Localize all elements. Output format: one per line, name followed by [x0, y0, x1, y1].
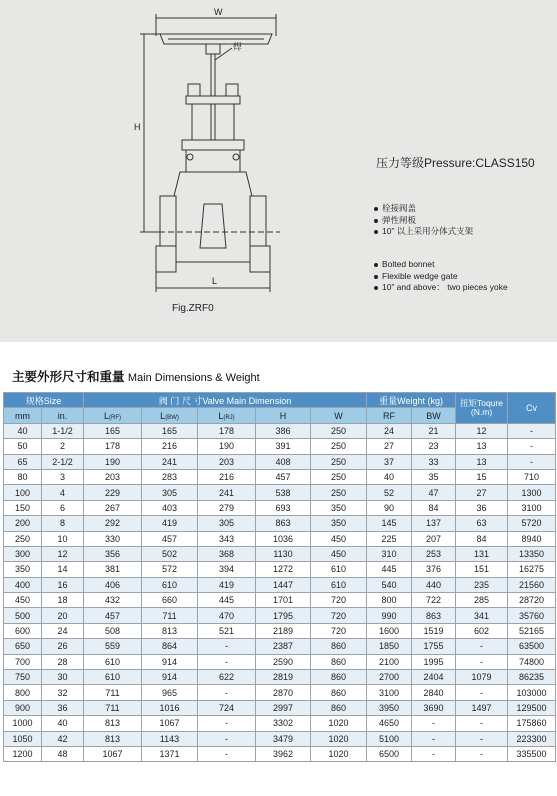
- table-cell: 722: [412, 593, 456, 608]
- table-cell: 145: [367, 516, 412, 531]
- table-cell: 710: [508, 469, 556, 484]
- table-cell: 2590: [256, 654, 311, 669]
- table-cell: 18: [42, 593, 84, 608]
- table-cell: 440: [412, 577, 456, 592]
- table-cell: -: [198, 716, 256, 731]
- table-cell: 33: [412, 454, 456, 469]
- table-cell: 32: [42, 685, 84, 700]
- table-cell: 540: [367, 577, 412, 592]
- table-cell: 2-1/2: [42, 454, 84, 469]
- table-cell: 65: [4, 454, 42, 469]
- table-cell: 235: [456, 577, 508, 592]
- table-cell: 42: [42, 731, 84, 746]
- table-cell: 305: [198, 516, 256, 531]
- header-w: W: [311, 408, 367, 423]
- table-cell: 14: [42, 562, 84, 577]
- table-cell: 864: [142, 639, 198, 654]
- table-cell: -: [412, 716, 456, 731]
- table-cell: 63500: [508, 639, 556, 654]
- table-cell: 13: [456, 454, 508, 469]
- table-cell: 2: [42, 439, 84, 454]
- table-cell: 80: [4, 469, 42, 484]
- table-row: [4, 439, 556, 454]
- table-row: [4, 500, 556, 515]
- table-cell: -: [508, 439, 556, 454]
- table-cell: 3690: [412, 700, 456, 715]
- table-cell: -: [456, 685, 508, 700]
- table-cell: 1067: [142, 716, 198, 731]
- table-cell: 450: [311, 531, 367, 546]
- table-cell: 406: [84, 577, 142, 592]
- table-cell: 178: [198, 423, 256, 438]
- table-cell: 386: [256, 423, 311, 438]
- table-cell: 559: [84, 639, 142, 654]
- table-cell: 408: [256, 454, 311, 469]
- table-cell: 1020: [311, 731, 367, 746]
- table-cell: 28: [42, 654, 84, 669]
- table-cell: 203: [198, 454, 256, 469]
- table-cell: 1020: [311, 746, 367, 761]
- header-l-rj: L(RJ): [198, 408, 256, 423]
- table-cell: 700: [4, 654, 42, 669]
- table-cell: 1050: [4, 731, 42, 746]
- table-cell: 1200: [4, 746, 42, 761]
- header-size: 规格Size: [4, 393, 84, 408]
- table-cell: 150: [4, 500, 42, 515]
- table-cell: 724: [198, 700, 256, 715]
- table-row: [4, 639, 556, 654]
- table-cell: 350: [311, 516, 367, 531]
- table-cell: 391: [256, 439, 311, 454]
- table-cell: 335500: [508, 746, 556, 761]
- table-cell: 860: [311, 670, 367, 685]
- table-row: [4, 423, 556, 438]
- table-cell: 965: [142, 685, 198, 700]
- table-cell: 860: [311, 639, 367, 654]
- weld-label: 焊: [233, 42, 243, 52]
- table-cell: 457: [142, 531, 198, 546]
- table-cell: 610: [84, 670, 142, 685]
- table-cell: 165: [84, 423, 142, 438]
- table-row: [4, 746, 556, 761]
- table-cell: 538: [256, 485, 311, 500]
- table-cell: -: [198, 654, 256, 669]
- table-cell: 90: [367, 500, 412, 515]
- feature-item: Bolted bonnet: [372, 259, 508, 271]
- table-cell: 1795: [256, 608, 311, 623]
- table-cell: 3950: [367, 700, 412, 715]
- table-cell: 253: [412, 546, 456, 561]
- table-cell: 21: [412, 423, 456, 438]
- section-title-cn: 主要外形尺寸和重量: [12, 370, 125, 384]
- table-cell: 35: [412, 469, 456, 484]
- table-cell: 660: [142, 593, 198, 608]
- dimension-h-label: H: [134, 122, 141, 132]
- table-cell: 52: [367, 485, 412, 500]
- feature-item: 弹性闸板: [372, 215, 473, 227]
- table-cell: 36: [456, 500, 508, 515]
- figure-caption: Fig.ZRF0: [172, 303, 214, 314]
- table-cell: 508: [84, 623, 142, 638]
- table-cell: 445: [198, 593, 256, 608]
- table-row: [4, 608, 556, 623]
- table-cell: 1600: [367, 623, 412, 638]
- table-cell: 693: [256, 500, 311, 515]
- table-cell: -: [412, 731, 456, 746]
- table-body: [4, 423, 556, 762]
- section-title: [12, 367, 260, 385]
- table-cell: -: [198, 685, 256, 700]
- table-cell: 602: [456, 623, 508, 638]
- table-cell: 13: [456, 439, 508, 454]
- table-cell: 813: [84, 731, 142, 746]
- table-cell: 3100: [367, 685, 412, 700]
- header-cv: Cv: [508, 393, 556, 424]
- table-cell: 279: [198, 500, 256, 515]
- header-mm: mm: [4, 408, 42, 423]
- gate-valve-drawing: [120, 0, 300, 300]
- table-cell: 47: [412, 485, 456, 500]
- feature-item: Flexible wedge gate: [372, 271, 508, 283]
- table-cell: 15: [456, 469, 508, 484]
- table-cell: 650: [4, 639, 42, 654]
- table-cell: 2819: [256, 670, 311, 685]
- table-cell: 48: [42, 746, 84, 761]
- table-cell: 1272: [256, 562, 311, 577]
- table-cell: 30: [42, 670, 84, 685]
- table-cell: 26: [42, 639, 84, 654]
- table-cell: 1850: [367, 639, 412, 654]
- table-cell: 285: [456, 593, 508, 608]
- table-cell: 190: [198, 439, 256, 454]
- table-cell: 610: [311, 577, 367, 592]
- table-cell: 8940: [508, 531, 556, 546]
- table-cell: -: [456, 716, 508, 731]
- table-row: [4, 562, 556, 577]
- table-cell: 100: [4, 485, 42, 500]
- table-row: [4, 593, 556, 608]
- table-cell: 229: [84, 485, 142, 500]
- table-cell: 223300: [508, 731, 556, 746]
- table-cell: 5100: [367, 731, 412, 746]
- table-cell: 1130: [256, 546, 311, 561]
- header-h: H: [256, 408, 311, 423]
- table-row: [4, 454, 556, 469]
- table-cell: 720: [311, 608, 367, 623]
- table-row: [4, 731, 556, 746]
- table-cell: 914: [142, 654, 198, 669]
- table-cell: -: [198, 746, 256, 761]
- table-cell: 860: [311, 700, 367, 715]
- product-figure-panel: [0, 0, 557, 342]
- table-cell: 813: [142, 623, 198, 638]
- table-cell: 457: [256, 469, 311, 484]
- table-cell: 175860: [508, 716, 556, 731]
- table-cell: -: [198, 731, 256, 746]
- table-cell: 20: [42, 608, 84, 623]
- table-cell: 13350: [508, 546, 556, 561]
- table-cell: 1079: [456, 670, 508, 685]
- table-cell: 368: [198, 546, 256, 561]
- table-cell: 1300: [508, 485, 556, 500]
- table-cell: 1519: [412, 623, 456, 638]
- table-cell: 36: [42, 700, 84, 715]
- table-row: [4, 531, 556, 546]
- table-row: [4, 700, 556, 715]
- table-cell: 305: [142, 485, 198, 500]
- table-cell: 1447: [256, 577, 311, 592]
- table-cell: 250: [311, 423, 367, 438]
- table-cell: 720: [311, 623, 367, 638]
- table-cell: 419: [142, 516, 198, 531]
- dimension-l-label: L: [212, 276, 218, 286]
- table-row: [4, 546, 556, 561]
- table-cell: 2840: [412, 685, 456, 700]
- table-cell: 8: [42, 516, 84, 531]
- table-cell: -: [198, 639, 256, 654]
- table-cell: 12: [42, 546, 84, 561]
- table-cell: 572: [142, 562, 198, 577]
- table-cell: 1067: [84, 746, 142, 761]
- table-cell: 1-1/2: [42, 423, 84, 438]
- table-cell: 720: [311, 593, 367, 608]
- table-cell: 28720: [508, 593, 556, 608]
- table-cell: 6500: [367, 746, 412, 761]
- table-cell: 3302: [256, 716, 311, 731]
- table-cell: 292: [84, 516, 142, 531]
- table-cell: 200: [4, 516, 42, 531]
- table-cell: -: [456, 731, 508, 746]
- table-cell: 900: [4, 700, 42, 715]
- table-cell: -: [456, 639, 508, 654]
- table-cell: 2870: [256, 685, 311, 700]
- table-cell: 610: [84, 654, 142, 669]
- table-cell: 84: [412, 500, 456, 515]
- table-cell: 1371: [142, 746, 198, 761]
- table-cell: 23: [412, 439, 456, 454]
- table-cell: 1755: [412, 639, 456, 654]
- table-row: [4, 670, 556, 685]
- table-cell: 3: [42, 469, 84, 484]
- header-l-rf: L(RF): [84, 408, 142, 423]
- table-cell: 131: [456, 546, 508, 561]
- table-cell: 37: [367, 454, 412, 469]
- table-cell: 129500: [508, 700, 556, 715]
- table-cell: 341: [456, 608, 508, 623]
- table-cell: 419: [198, 577, 256, 592]
- table-cell: 1016: [142, 700, 198, 715]
- table-cell: 27: [367, 439, 412, 454]
- table-cell: 310: [367, 546, 412, 561]
- table-cell: 1036: [256, 531, 311, 546]
- header-valve-dimension: 阀 门 尺 寸Valve Main Dimension: [84, 393, 367, 408]
- table-cell: 1143: [142, 731, 198, 746]
- table-cell: 750: [4, 670, 42, 685]
- table-cell: 457: [84, 608, 142, 623]
- table-cell: 381: [84, 562, 142, 577]
- table-cell: 16275: [508, 562, 556, 577]
- dimensions-table: [3, 392, 556, 762]
- table-cell: 250: [311, 469, 367, 484]
- table-cell: 445: [367, 562, 412, 577]
- table-cell: 330: [84, 531, 142, 546]
- table-cell: 521: [198, 623, 256, 638]
- table-cell: 6: [42, 500, 84, 515]
- header-l-bw: L(BW): [142, 408, 198, 423]
- table-cell: 151: [456, 562, 508, 577]
- table-cell: 3962: [256, 746, 311, 761]
- table-cell: 350: [311, 500, 367, 515]
- table-cell: 2387: [256, 639, 311, 654]
- table-cell: 500: [4, 608, 42, 623]
- table-cell: 350: [4, 562, 42, 577]
- table-cell: 450: [311, 546, 367, 561]
- table-cell: 24: [367, 423, 412, 438]
- table-row: [4, 485, 556, 500]
- dimension-w-label: W: [214, 7, 223, 17]
- table-cell: 5720: [508, 516, 556, 531]
- table-cell: 1497: [456, 700, 508, 715]
- table-cell: 52165: [508, 623, 556, 638]
- table-row: [4, 623, 556, 638]
- table-row: [4, 577, 556, 592]
- table-cell: 2189: [256, 623, 311, 638]
- table-cell: 3100: [508, 500, 556, 515]
- table-cell: 300: [4, 546, 42, 561]
- table-cell: 600: [4, 623, 42, 638]
- table-cell: 863: [256, 516, 311, 531]
- table-row: [4, 516, 556, 531]
- table-cell: 12: [456, 423, 508, 438]
- table-cell: 27: [456, 485, 508, 500]
- table-cell: 10: [42, 531, 84, 546]
- table-cell: 250: [311, 439, 367, 454]
- table-cell: 40: [4, 423, 42, 438]
- table-cell: 356: [84, 546, 142, 561]
- table-cell: 990: [367, 608, 412, 623]
- table-cell: 84: [456, 531, 508, 546]
- table-cell: 376: [412, 562, 456, 577]
- table-cell: 622: [198, 670, 256, 685]
- table-cell: 165: [142, 423, 198, 438]
- table-cell: 4: [42, 485, 84, 500]
- table-cell: 711: [84, 685, 142, 700]
- table-cell: 610: [311, 562, 367, 577]
- table-cell: 2700: [367, 670, 412, 685]
- table-cell: 178: [84, 439, 142, 454]
- table-cell: 190: [84, 454, 142, 469]
- table-row: [4, 654, 556, 669]
- table-cell: 1701: [256, 593, 311, 608]
- section-title-en: Main Dimensions & Weight: [127, 372, 260, 384]
- table-cell: 137: [412, 516, 456, 531]
- table-cell: 343: [198, 531, 256, 546]
- table-cell: 225: [367, 531, 412, 546]
- table-cell: 800: [367, 593, 412, 608]
- table-cell: 3479: [256, 731, 311, 746]
- table-cell: 470: [198, 608, 256, 623]
- table-cell: 711: [84, 700, 142, 715]
- pressure-class: 压力等级Pressure:CLASS150: [376, 156, 535, 170]
- table-cell: 863: [412, 608, 456, 623]
- features-list-cn: [372, 203, 473, 238]
- table-cell: 914: [142, 670, 198, 685]
- table-cell: 1000: [4, 716, 42, 731]
- feature-item: 10” and above： two pieces yoke: [372, 282, 508, 294]
- table-row: [4, 716, 556, 731]
- header-weight: 重量Weight (kg): [367, 393, 456, 408]
- table-cell: 502: [142, 546, 198, 561]
- table-cell: 432: [84, 593, 142, 608]
- table-cell: 241: [198, 485, 256, 500]
- table-cell: 610: [142, 577, 198, 592]
- table-cell: 40: [42, 716, 84, 731]
- table-cell: 250: [4, 531, 42, 546]
- table-cell: 267: [84, 500, 142, 515]
- table-cell: 216: [198, 469, 256, 484]
- table-cell: 63: [456, 516, 508, 531]
- table-cell: 86235: [508, 670, 556, 685]
- table-cell: -: [412, 746, 456, 761]
- table-cell: 1995: [412, 654, 456, 669]
- table-cell: 24: [42, 623, 84, 638]
- table-cell: 216: [142, 439, 198, 454]
- table-cell: 16: [42, 577, 84, 592]
- table-cell: 241: [142, 454, 198, 469]
- header-weight-bw: BW: [412, 408, 456, 423]
- table-cell: -: [456, 654, 508, 669]
- table-cell: 283: [142, 469, 198, 484]
- table-cell: 400: [4, 577, 42, 592]
- features-list-en: [372, 259, 508, 294]
- table-cell: 21560: [508, 577, 556, 592]
- header-weight-rf: RF: [367, 408, 412, 423]
- table-cell: 394: [198, 562, 256, 577]
- table-cell: 250: [311, 485, 367, 500]
- table-cell: 800: [4, 685, 42, 700]
- table-cell: 1020: [311, 716, 367, 731]
- table-cell: 860: [311, 654, 367, 669]
- table-cell: 860: [311, 685, 367, 700]
- table-cell: 50: [4, 439, 42, 454]
- table-cell: 4650: [367, 716, 412, 731]
- table-cell: 450: [4, 593, 42, 608]
- table-cell: -: [456, 746, 508, 761]
- table-row: [4, 685, 556, 700]
- header-in: in.: [42, 408, 84, 423]
- table-cell: 2404: [412, 670, 456, 685]
- feature-item: 10” 以上采用分体式支架: [372, 226, 473, 238]
- table-row: [4, 469, 556, 484]
- table-cell: 35760: [508, 608, 556, 623]
- header-torque: 扭矩Toqure (N.m): [456, 393, 508, 424]
- feature-item: 栓接阀盖: [372, 203, 473, 215]
- table-cell: 250: [311, 454, 367, 469]
- table-cell: 40: [367, 469, 412, 484]
- table-cell: 203: [84, 469, 142, 484]
- table-cell: 711: [142, 608, 198, 623]
- table-cell: 74800: [508, 654, 556, 669]
- table-cell: 2100: [367, 654, 412, 669]
- table-cell: 2997: [256, 700, 311, 715]
- table-cell: 103000: [508, 685, 556, 700]
- table-cell: -: [508, 423, 556, 438]
- table-cell: 207: [412, 531, 456, 546]
- table-cell: -: [508, 454, 556, 469]
- table-cell: 403: [142, 500, 198, 515]
- table-cell: 813: [84, 716, 142, 731]
